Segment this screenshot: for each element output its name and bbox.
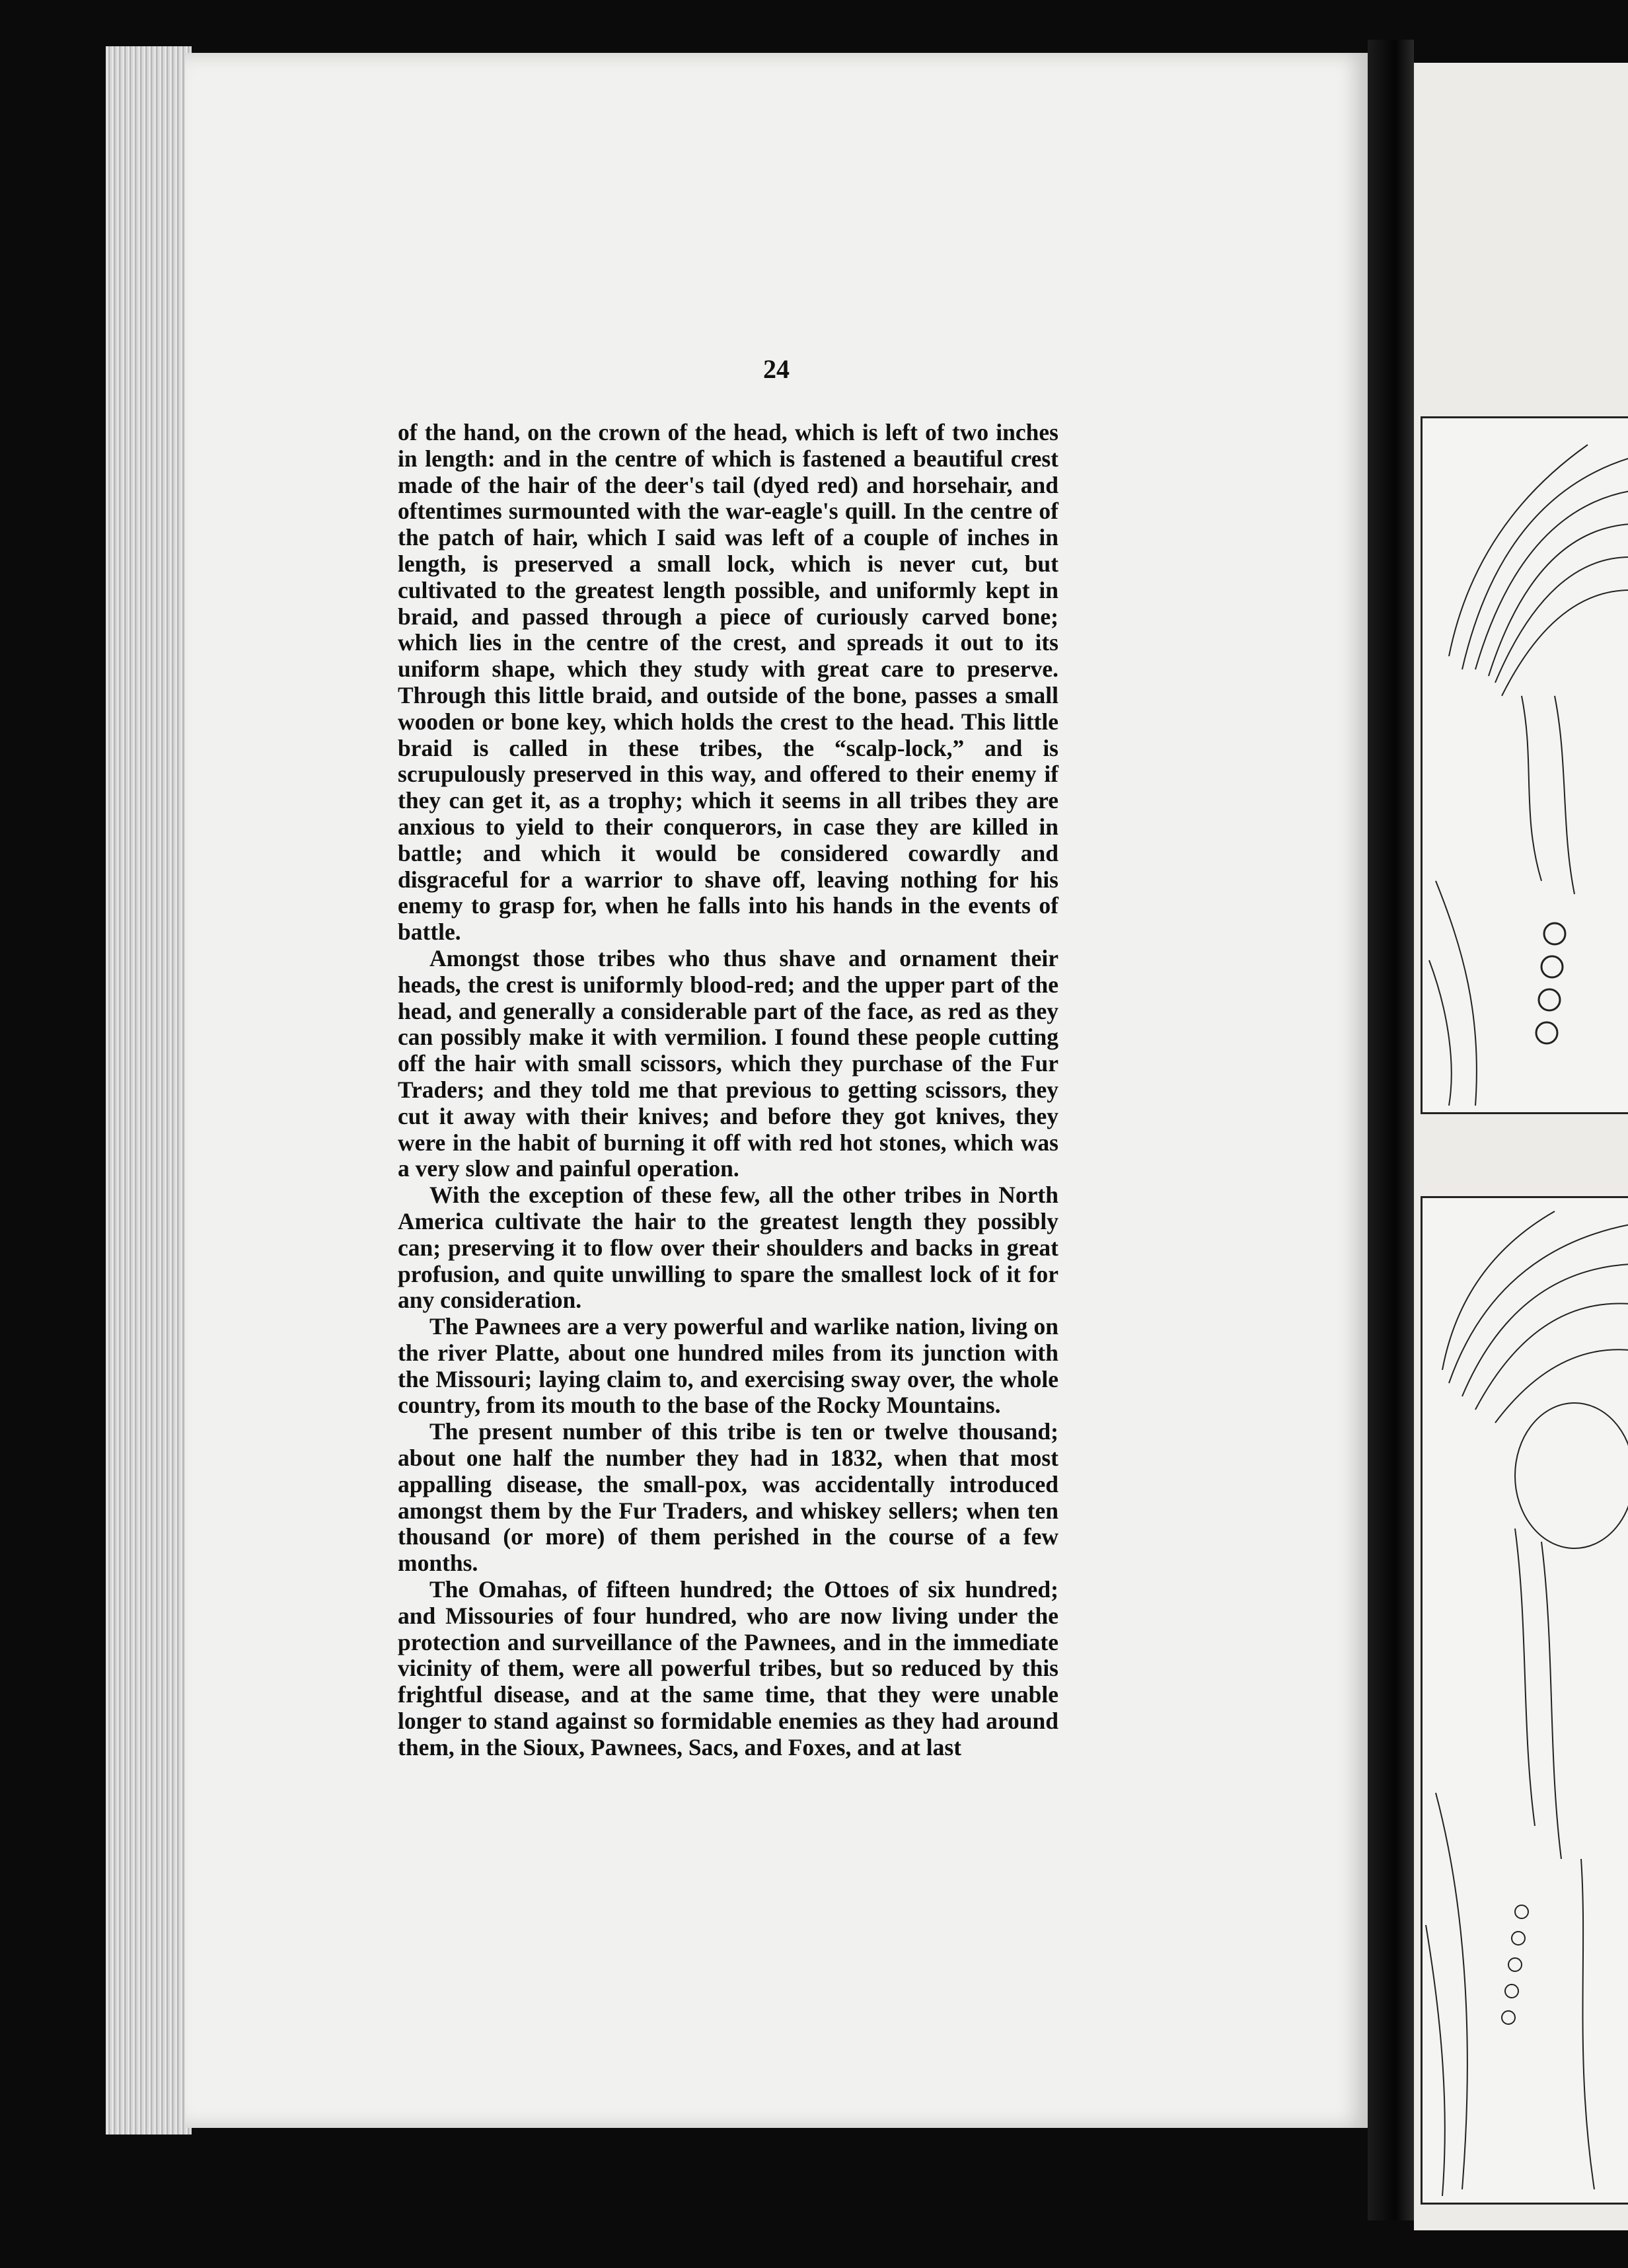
page-body <box>398 420 1058 1761</box>
book-gutter <box>1368 40 1414 2220</box>
paragraph-6: The Omahas, of fifteen hundred; the Ottoes of six hundred; and Missouries of four hundred, who are now living under the protection and surveillance of the Pawnees, and in the immediate vicinity of them, were all powerful tribes, but so reduced by this frightful disease, and at the same time, that they were unable longer to stand against so formidable enemies as they had around them, in the Sioux, Pawnees, Sacs, and Foxes, and at last <box>398 1576 1058 1760</box>
portrait-plate-top <box>1421 416 1628 1114</box>
paragraph-1: of the hand, on the crown of the head, which is left of two inches in length: and in the centre of which is fastened a beautiful crest made of the hair of the deer's tail (dyed red) and horsehair, and oftentimes surmounted with the war-eagle's quill. In the centre of the patch of hair, which I said was left of a couple of inches in length, is preserved a small lock, which is never cut, but cultivated to the greatest length possible, and uniformly kept in braid, and passed through a piece of curiously carved bone; which lies in the centre of the crest, and spreads it out to its uniform shape, which they study with great care to preserve. Through this little braid, and outside of the bone, passes a small wooden or bone key, which holds the crest to the head. This little braid is called in these tribes, the “scalp-lock,” and is scrupulously preserved in this way, and offered to their enemy if they can get it, as a trophy; which it seems in all tribes they are anxious to yield to their conquerors, in case they are killed in battle; and which it would be considered cowardly and disgraceful for a warrior to shave off, leaving nothing for his enemy to grasp for, when he falls into his hands in the events of battle. <box>398 419 1058 946</box>
paragraph-5: The present number of this tribe is ten or twelve thousand; about one half the number they had in 1832, when that most appalling disease, the small-pox, was accidentally introduced amongst them by the Fur Traders, and whiskey sellers; when ten thousand (or more) of them perished in the course of a few months. <box>398 1418 1058 1577</box>
page-edges <box>106 46 192 2135</box>
page-number: 24 <box>763 354 790 384</box>
paragraph-3: With the exception of these few, all the other tribes in North America cultivate the hair to the greatest length they possibly can; preserving it to flow over their shoulders and backs in great profusion, and quite unwilling to spare the smallest lock of it for any consideration. <box>398 1182 1058 1314</box>
paragraph-4: The Pawnees are a very powerful and warlike nation, living on the river Platte, about one hundred miles from its junction with the Missouri; laying claim to, and exercising sway over, the whole country, from its mouth to the base of the Rocky Mountains. <box>398 1313 1058 1419</box>
paragraph-2: Amongst those tribes who thus shave and ornament their heads, the crest is uniformly blood-red; and the upper part of the head, and generally a considerable part of the face, as red as they can possibly make it with vermilion. I found these people cutting off the hair with small scissors, which they purchase of the Fur Traders; and they told me that previous to getting scissors, they cut it away with their knives; and before they got knives, they were in the habit of burning it off with red hot stones, which was a very slow and painful operation. <box>398 944 1058 1182</box>
book-page <box>185 53 1368 2128</box>
portrait-plate-bottom <box>1421 1196 1628 2205</box>
engraved-portrait-illustration <box>1423 418 1628 1112</box>
engraved-portrait-illustration <box>1423 1198 1628 2203</box>
